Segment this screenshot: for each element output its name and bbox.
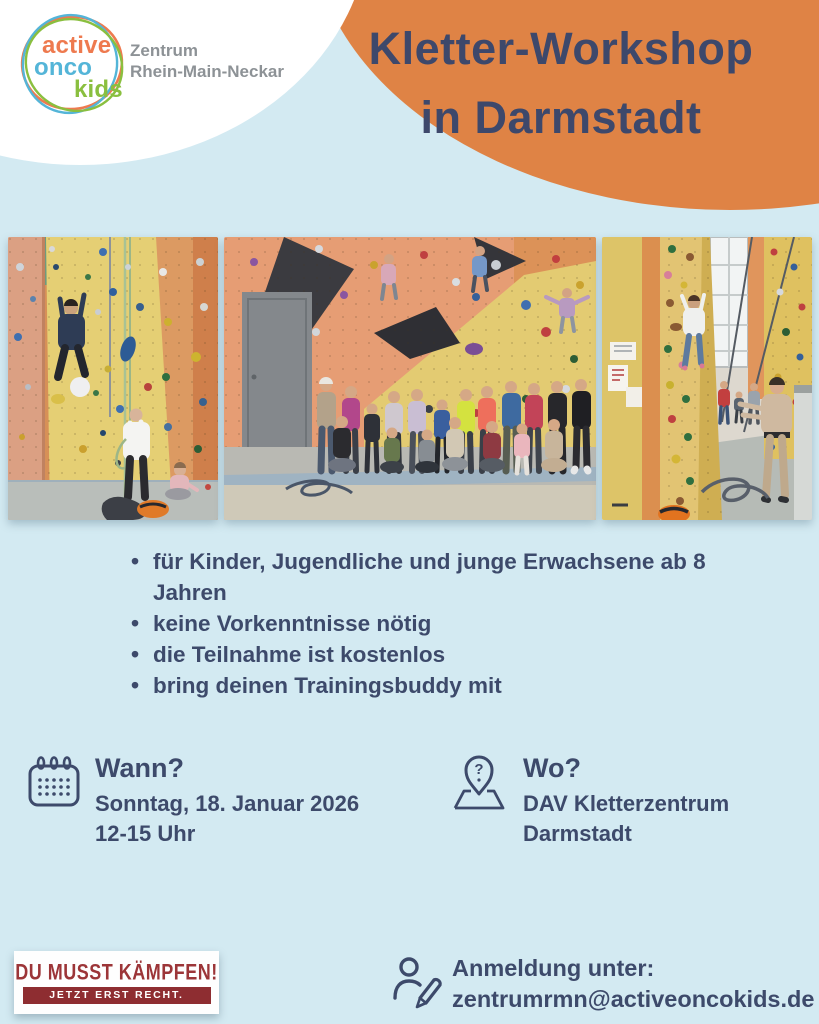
when-time: 12-15 Uhr <box>95 821 196 846</box>
logo-word-active: active <box>42 32 112 59</box>
bullet-item: • bring deinen Trainingsbuddy mit <box>128 670 708 701</box>
signup-heading: Anmeldung unter: <box>452 955 655 981</box>
bullet-item: • die Teilnahme ist kostenlos <box>128 639 708 670</box>
climbing-photo-1 <box>8 237 218 520</box>
when-date: Sonntag, 18. Januar 2026 <box>95 791 360 816</box>
signup-section <box>452 953 814 1015</box>
svg-text:?: ? <box>474 761 484 778</box>
signup-email-link[interactable]: zentrumrmn@activeoncokids.de <box>452 986 815 1012</box>
calendar-icon <box>26 755 82 811</box>
logo-word-kids: kids <box>74 76 123 103</box>
bullet-item: • für Kinder, Jugendliche und junge Erwachsene ab 8 Jahren <box>128 546 708 608</box>
bullet-item: • keine Vorkenntnisse nötig <box>128 608 708 639</box>
climbing-photo-2 <box>224 237 596 520</box>
when-section <box>95 752 359 849</box>
when-heading: Wann? <box>95 753 184 783</box>
title-line1: Kletter-Workshop <box>368 23 754 74</box>
campaign-subslogan: JETZT ERST RECHT. <box>23 987 211 1004</box>
logo-subtitle: Zentrum Rhein-Main-Neckar <box>130 41 284 81</box>
title-line2: in Darmstadt <box>420 92 702 143</box>
campaign-logo <box>14 951 219 1014</box>
campaign-slogan: DU MUSST KÄMPFEN! <box>15 958 218 984</box>
climbing-photo-3 <box>602 237 812 520</box>
location-pin-icon <box>450 750 508 812</box>
signup-pencil-icon <box>392 956 444 1010</box>
where-heading: Wo? <box>523 753 581 783</box>
where-venue: DAV Kletterzentrum <box>523 791 730 816</box>
where-city: Darmstadt <box>523 821 632 846</box>
logo-word-onco: onco <box>34 54 93 81</box>
where-section <box>523 752 729 849</box>
feature-list <box>128 546 708 701</box>
logo-activeoncokids <box>8 2 308 127</box>
page-title <box>322 14 800 152</box>
